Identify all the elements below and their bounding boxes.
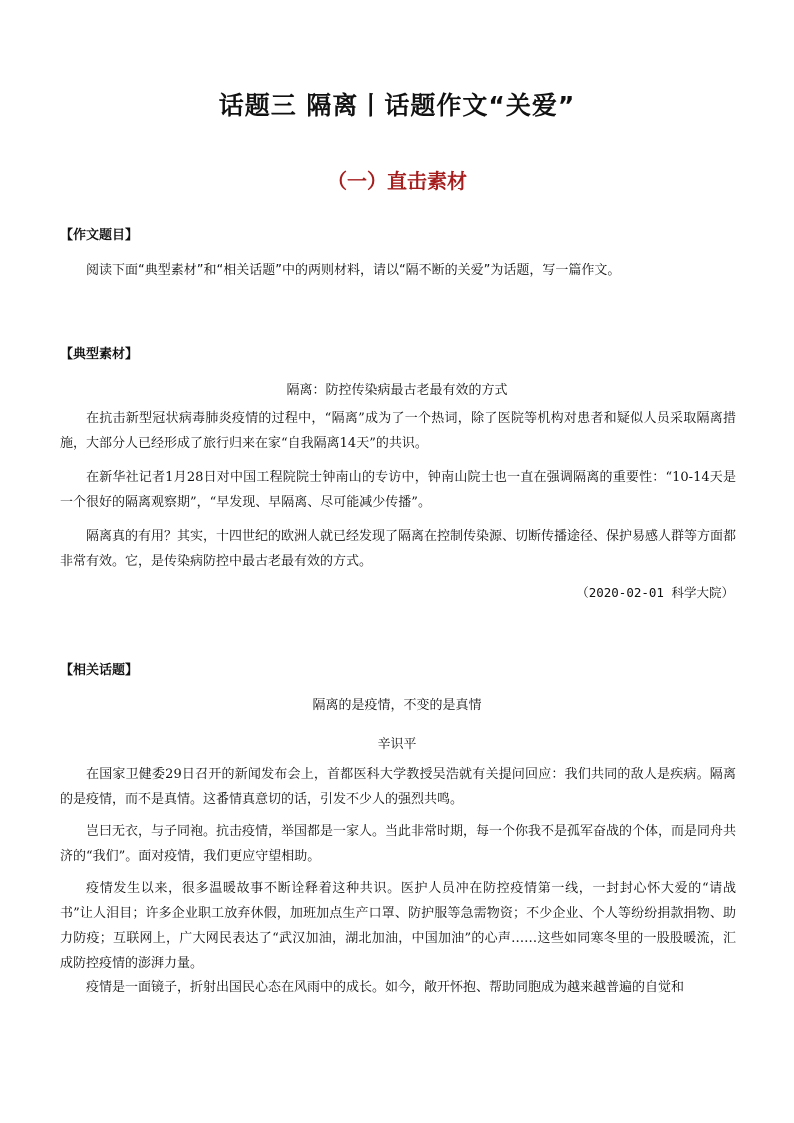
topic-heading: 隔离的是疫情，不变的是真情 [312, 698, 482, 713]
section-subtitle: （一）直击素材 [327, 169, 467, 193]
material-paragraph: 隔离真的有用？其实，十四世纪的欧洲人就已经发现了隔离在控制传染源、切断传播途径、保护易感人群等方面都非常有效。它，是传染病防控中最古老最有效的方式。 [60, 529, 737, 569]
prompt-text: 阅读下面“典型素材”和“相关话题”中的两则材料，请以“隔不断的关爱”为话题，写一篇作文。 [86, 263, 621, 278]
page-title: 话题三 隔离丨话题作文“关爱” [218, 91, 576, 120]
material-heading: 隔离：防控传染病最古老最有效的方式 [286, 383, 508, 398]
topic-paragraph: 疫情发生以来，很多温暖故事不断诠释着这种共识。医护人员冲在防控疫情第一线，一封封心怀大爱的“请战书”让人泪目；许多企业职工放弃休假，加班加点生产口罩、防护服等急需物资；不少企业、个人等纷纷捐款捐物、助力防疫；互联网上，广大网民表达了“武汉加油，湖北加油，中国加油”的心声……这些如同寒冬里的一股股暖流，汇成防控疫情的澎湃力量。 [60, 881, 736, 971]
topic-paragraph: 在国家卫健委29日召开的新闻发布会上，首都医科大学教授吴浩就有关提问回应：我们共同的敌人是疾病。隔离的是疫情，而不是真情。这番情真意切的话，引发不少人的强烈共鸣。 [60, 767, 736, 807]
prompt-label: 【作文题目】 [60, 228, 139, 243]
topic-paragraph: 疫情是一面镜子，折射出国民心态在风雨中的成长。如今，敞开怀抱、帮助同胞成为越来越普遍的自觉和 [86, 980, 685, 995]
material-source: （2020-02-01 科学大院） [576, 585, 734, 600]
material-paragraph: 在新华社记者1月28日对中国工程院院士钟南山的专访中，钟南山院士也一直在强调隔离的重要性：“10-14天是一个很好的隔离观察期”，“早发现、早隔离、尽可能减少传播”。 [60, 470, 736, 510]
material-label: 【典型素材】 [60, 347, 139, 362]
material-paragraph: 在抗击新型冠状病毒肺炎疫情的过程中，“隔离”成为了一个热词，除了医院等机构对患者和疑似人员采取隔离措施，大部分人已经形成了旅行归来在家“自我隔离14天”的共识。 [60, 411, 736, 451]
topic-paragraph: 岂曰无衣，与子同袍。抗击疫情，举国都是一家人。当此非常时期，每一个你我不是孤军奋战的个体，而是同舟共济的“我们”。面对疫情，我们更应守望相助。 [60, 824, 737, 864]
topic-author: 辛识平 [377, 737, 417, 752]
topic-label: 【相关话题】 [60, 663, 139, 678]
